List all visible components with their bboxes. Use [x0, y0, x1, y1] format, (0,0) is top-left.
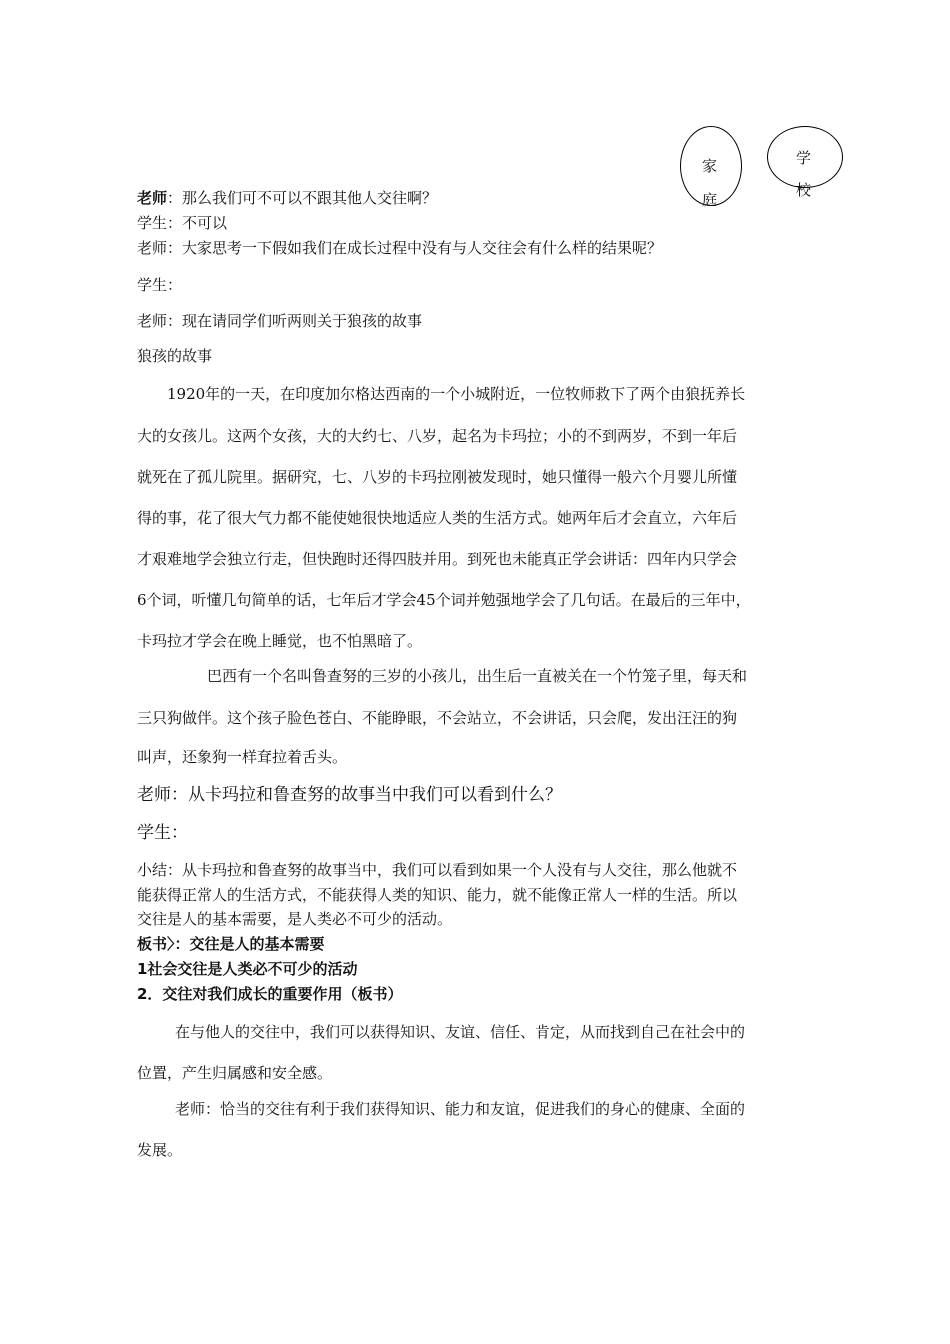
qa-answer: 学生：	[137, 823, 188, 843]
dialog-line-4: 学生：	[137, 276, 183, 294]
oval-family	[680, 126, 742, 209]
oval-school-char-1: 学	[796, 149, 812, 167]
closing-line: 老师：恰当的交往有利于我们获得知识、能力和友谊，促进我们的身心的健康、全面的	[175, 1100, 746, 1118]
story-title: 狼孩的故事	[137, 347, 213, 365]
story1-line: 1920年的一天，在印度加尔格达西南的一个小城附近，一位牧师救下了两个由狼抚养长	[167, 385, 746, 403]
story2-line: 三只狗做伴。这个孩子脸色苍白、不能睁眼，不会站立，不会讲话，只会爬，发出汪汪的狗	[137, 709, 738, 727]
closing-line: 在与他人的交往中，我们可以获得知识、友谊、信任、肯定，从而找到自己在社会中的	[175, 1023, 746, 1041]
story1-line: 就死在了孤儿院里。据研究，七、八岁的卡玛拉刚被发现时，她只懂得一般六个月婴儿所懂	[137, 468, 738, 486]
story1-line: 卡玛拉才学会在晚上睡觉，也不怕黑暗了。	[137, 632, 423, 650]
summary-line: 小结：从卡玛拉和鲁查努的故事当中，我们可以看到如果一个人没有与人交往，那么他就不	[137, 861, 738, 879]
story2-line: 叫声，还象狗一样耷拉着舌头。	[137, 748, 348, 766]
summary-line: 能获得正常人的生活方式，不能获得人类的知识、能力，就不能像正常人一样的生活。所以	[137, 886, 738, 904]
dialog-line-3: 老师：大家思考一下假如我们在成长过程中没有与人交往会有什么样的结果呢？	[137, 239, 663, 257]
closing-line: 位置，产生归属感和安全感。	[137, 1064, 333, 1082]
story1-line: 才艰难地学会独立行走，但快跑时还得四肢并用。到死也未能真正学会讲话：四年内只学会	[137, 550, 738, 568]
oval-school	[767, 126, 843, 199]
oval-family-char-1: 家	[702, 157, 718, 175]
summary-line: 交往是人的基本需要，是人类必不可少的活动。	[137, 910, 453, 928]
closing-line: 发展。	[137, 1141, 183, 1159]
dialog-line-1-text: ：那么我们可不可以不跟其他人交往啊？	[167, 189, 438, 207]
dialog-line-2: 学生：不可以	[137, 214, 228, 232]
dialog-line-5: 老师：现在请同学们听两则关于狼孩的故事	[137, 312, 423, 330]
board-point-2: 2．交往对我们成长的重要作用（板书）	[137, 985, 403, 1003]
story2-line: 巴西有一个名叫鲁查努的三岁的小孩儿，出生后一直被关在一个竹笼子里，每天和	[207, 667, 748, 685]
dialog-line-1	[137, 189, 437, 207]
speaker-teacher: 老师	[137, 189, 168, 207]
board-point-1: 1社会交往是人类必不可少的活动	[137, 960, 358, 978]
story1-line: 大的女孩儿。这两个女孩，大的大约七、八岁，起名为卡玛拉；小的不到两岁，不到一年后	[137, 427, 738, 445]
board-heading: 板书〉：交往是人的基本需要	[137, 935, 325, 953]
story1-line: 得的事，花了很大气力都不能使她很快地适应人类的生活方式。她两年后才会直立，六年后	[137, 509, 738, 527]
oval-family-char-2: 庭	[702, 191, 718, 209]
oval-school-char-2: 校	[796, 181, 812, 199]
story1-line: 6个词，听懂几句简单的话，七年后才学会45个词并勉强地学会了几句话。在最后的三年中，	[137, 591, 751, 609]
qa-question: 老师：从卡玛拉和鲁查努的故事当中我们可以看到什么？	[137, 785, 562, 805]
